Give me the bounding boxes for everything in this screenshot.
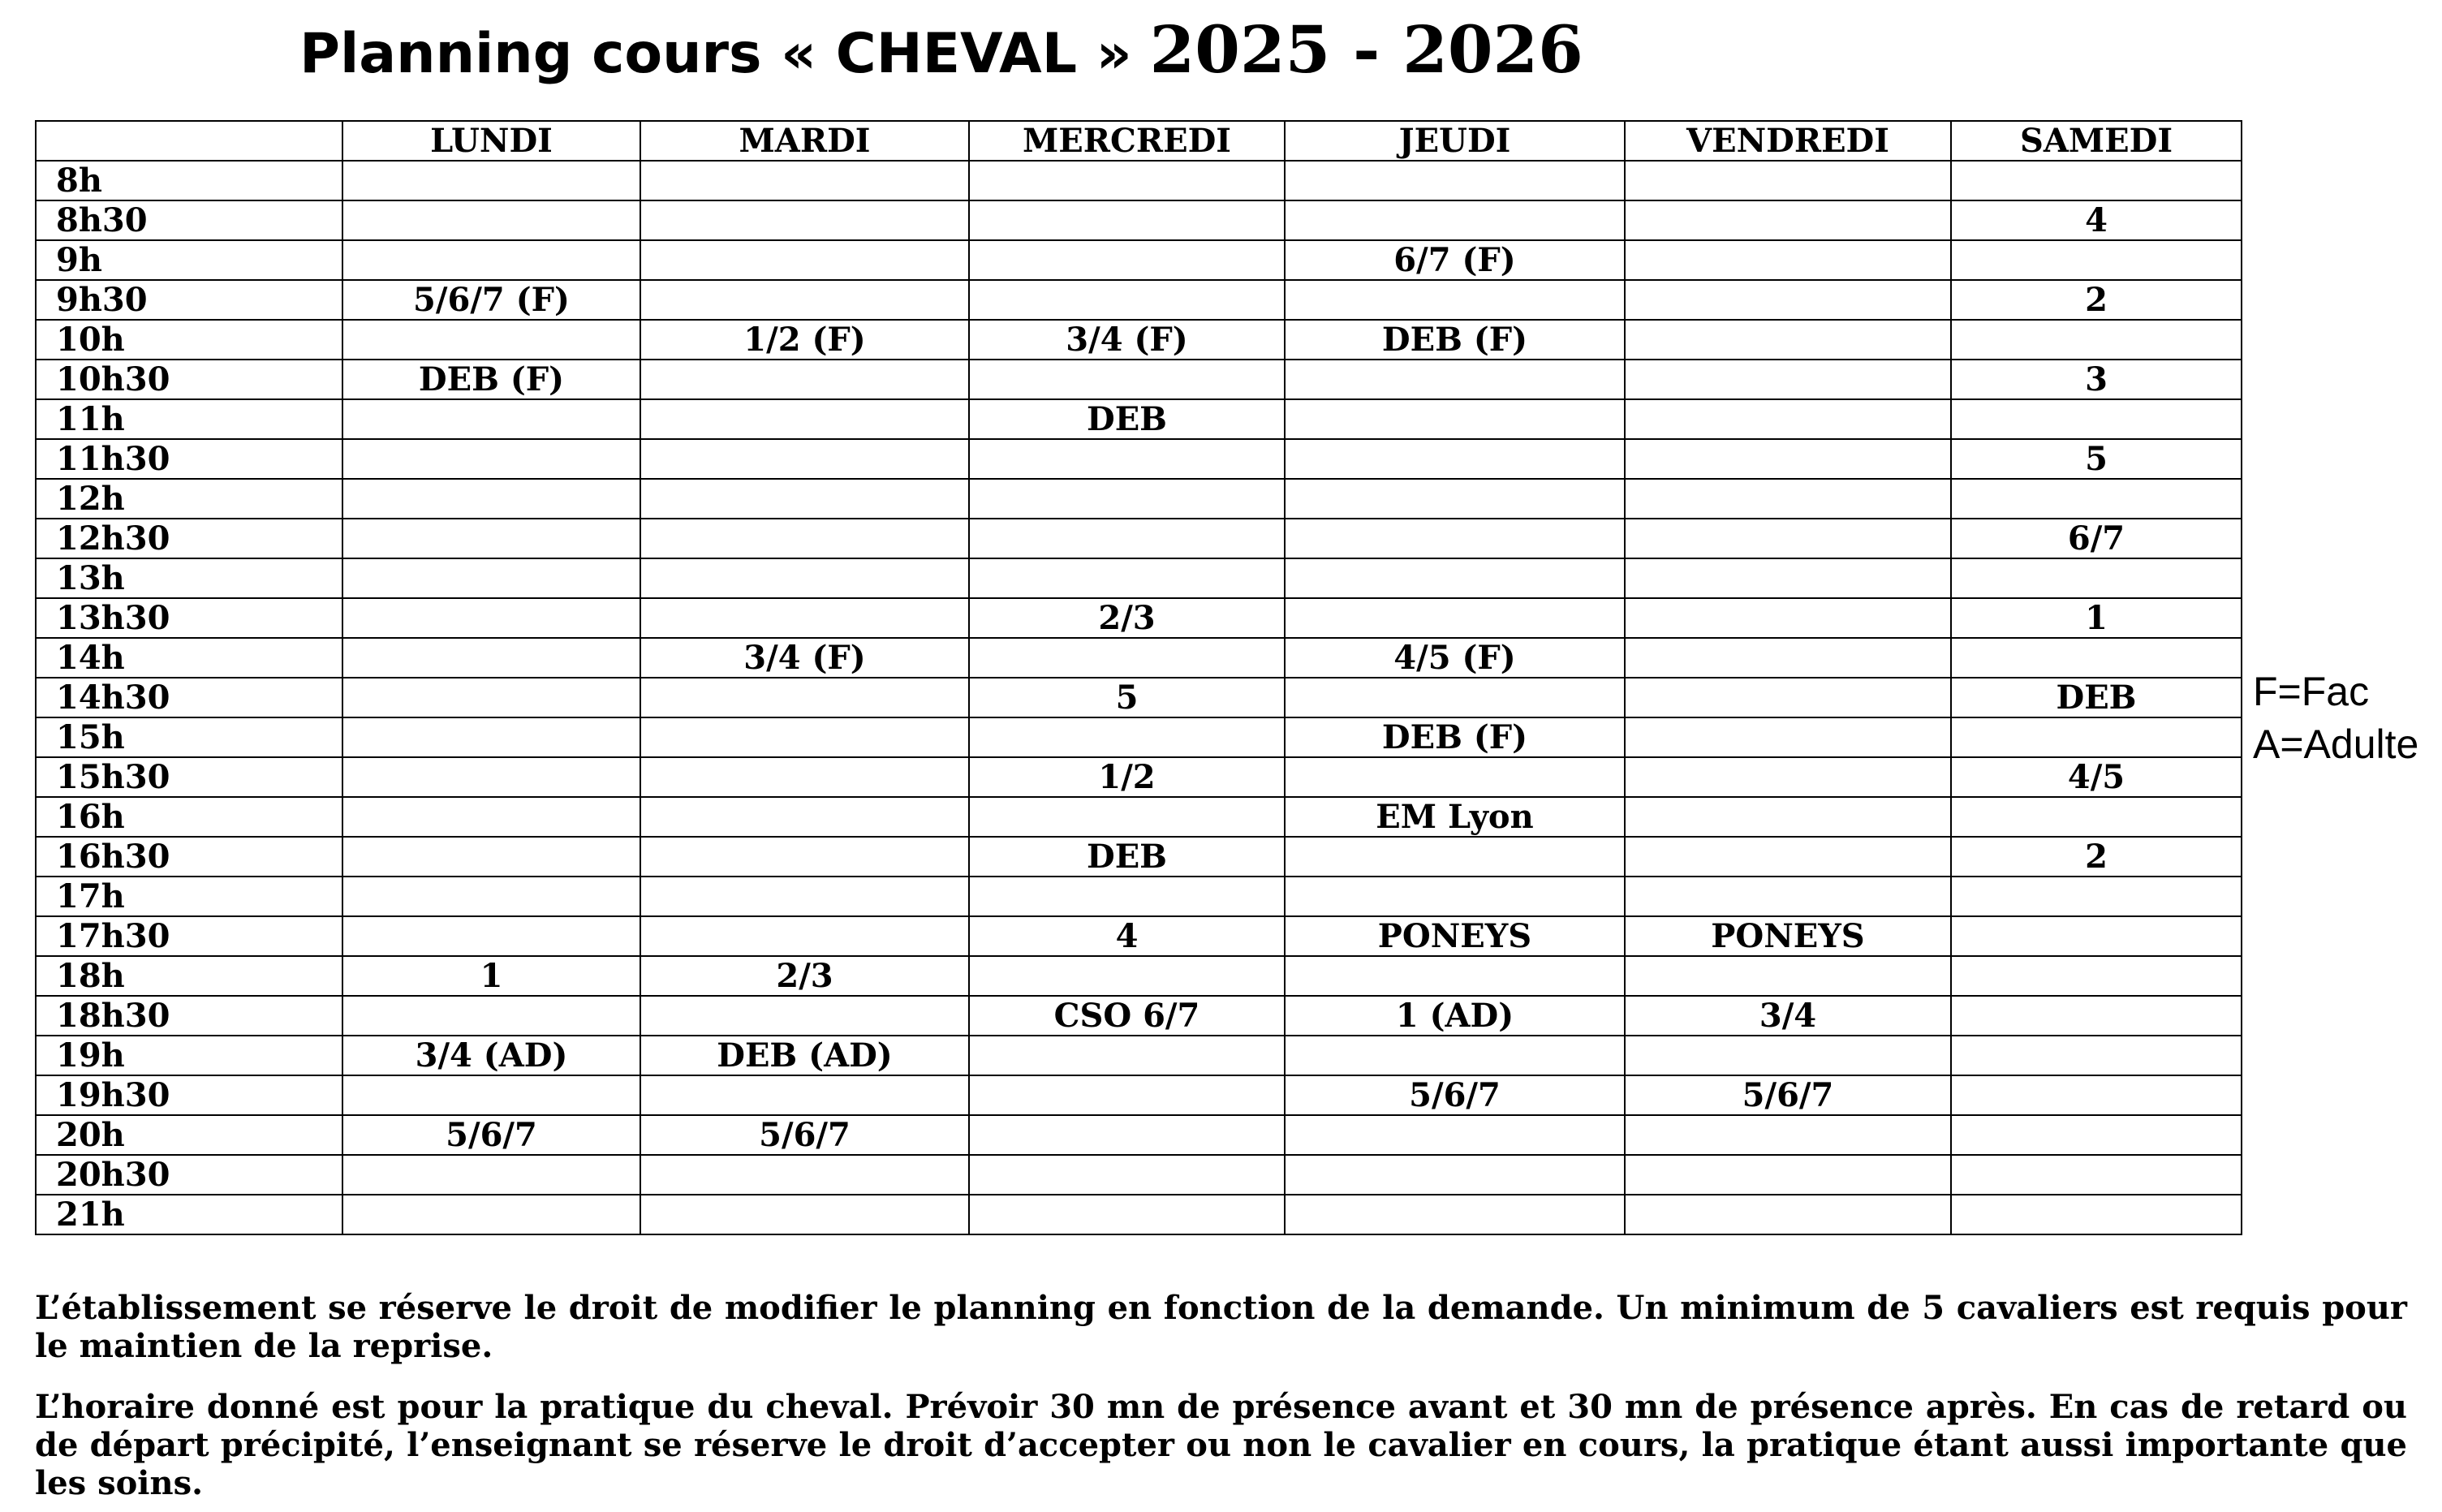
time-label: 8h bbox=[36, 161, 342, 200]
time-label: 9h bbox=[36, 240, 342, 280]
schedule-cell: DEB bbox=[969, 837, 1285, 877]
schedule-cell bbox=[1285, 360, 1625, 399]
time-label: 15h bbox=[36, 717, 342, 757]
schedule-cell bbox=[1285, 598, 1625, 638]
schedule-cell bbox=[640, 1155, 969, 1195]
schedule-table bbox=[35, 120, 2242, 1235]
schedule-cell bbox=[640, 797, 969, 837]
schedule-cell bbox=[342, 161, 640, 200]
schedule-cell bbox=[1625, 1195, 1951, 1234]
schedule-cell: 5 bbox=[969, 678, 1285, 717]
schedule-cell bbox=[342, 1075, 640, 1115]
schedule-cell bbox=[1951, 877, 2242, 916]
schedule-cell bbox=[1285, 200, 1625, 240]
schedule-cell: DEB bbox=[1951, 678, 2242, 717]
schedule-cell bbox=[342, 558, 640, 598]
schedule-cell bbox=[969, 360, 1285, 399]
corner-cell bbox=[36, 121, 342, 161]
schedule-cell: 5/6/7 bbox=[342, 1115, 640, 1155]
table-row bbox=[36, 558, 2242, 598]
schedule-cell bbox=[342, 638, 640, 678]
table-row bbox=[36, 717, 2242, 757]
schedule-cell bbox=[640, 399, 969, 439]
table-row bbox=[36, 1036, 2242, 1075]
schedule-cell bbox=[1625, 439, 1951, 479]
schedule-cell: EM Lyon bbox=[1285, 797, 1625, 837]
table-row bbox=[36, 439, 2242, 479]
schedule-cell bbox=[1625, 161, 1951, 200]
schedule-cell: 3 bbox=[1951, 360, 2242, 399]
schedule-cell: 2/3 bbox=[969, 598, 1285, 638]
schedule-cell bbox=[969, 479, 1285, 519]
schedule-cell: 1 bbox=[342, 956, 640, 996]
schedule-cell bbox=[969, 558, 1285, 598]
schedule-cell bbox=[969, 519, 1285, 558]
schedule-cell bbox=[342, 200, 640, 240]
schedule-cell bbox=[1285, 399, 1625, 439]
schedule-cell bbox=[1951, 558, 2242, 598]
schedule-cell: PONEYS bbox=[1285, 916, 1625, 956]
time-label: 20h bbox=[36, 1115, 342, 1155]
schedule-body bbox=[36, 161, 2242, 1234]
time-label: 21h bbox=[36, 1195, 342, 1234]
schedule-cell bbox=[969, 1036, 1285, 1075]
legend bbox=[2253, 666, 2418, 771]
schedule-cell bbox=[1625, 757, 1951, 797]
schedule-cell bbox=[1285, 956, 1625, 996]
schedule-cell bbox=[969, 1075, 1285, 1115]
title-main: Planning cours « CHEVAL » bbox=[299, 22, 1132, 86]
table-row bbox=[36, 1115, 2242, 1155]
schedule-cell bbox=[1285, 757, 1625, 797]
schedule-cell bbox=[1951, 956, 2242, 996]
schedule-cell bbox=[969, 1115, 1285, 1155]
schedule-cell: 2/3 bbox=[640, 956, 969, 996]
schedule-cell bbox=[969, 717, 1285, 757]
schedule-cell bbox=[640, 916, 969, 956]
schedule-cell bbox=[640, 519, 969, 558]
time-label: 13h30 bbox=[36, 598, 342, 638]
schedule-cell bbox=[969, 877, 1285, 916]
schedule-cell bbox=[1285, 1155, 1625, 1195]
schedule-cell bbox=[1285, 519, 1625, 558]
table-row bbox=[36, 320, 2242, 360]
schedule-cell bbox=[640, 1195, 969, 1234]
schedule-cell bbox=[1951, 320, 2242, 360]
schedule-cell bbox=[1285, 1115, 1625, 1155]
schedule-cell bbox=[640, 360, 969, 399]
table-row bbox=[36, 280, 2242, 320]
schedule-cell bbox=[640, 996, 969, 1036]
time-label: 8h30 bbox=[36, 200, 342, 240]
time-label: 17h bbox=[36, 877, 342, 916]
schedule-cell: 6/7 bbox=[1951, 519, 2242, 558]
schedule-cell bbox=[1625, 877, 1951, 916]
time-label: 17h30 bbox=[36, 916, 342, 956]
schedule-cell: 1 (AD) bbox=[1285, 996, 1625, 1036]
legend-item: A=Adulte bbox=[2253, 722, 2419, 767]
time-label: 15h30 bbox=[36, 757, 342, 797]
schedule-cell: 2 bbox=[1951, 837, 2242, 877]
schedule-cell bbox=[969, 797, 1285, 837]
schedule-cell: DEB (AD) bbox=[640, 1036, 969, 1075]
header-row bbox=[36, 121, 2242, 161]
time-label: 18h30 bbox=[36, 996, 342, 1036]
schedule-cell bbox=[1285, 678, 1625, 717]
table-row bbox=[36, 916, 2242, 956]
schedule-cell bbox=[640, 1075, 969, 1115]
schedule-cell bbox=[640, 280, 969, 320]
time-label: 11h bbox=[36, 399, 342, 439]
schedule-cell bbox=[1285, 161, 1625, 200]
schedule-cell: 5/6/7 bbox=[640, 1115, 969, 1155]
schedule-cell bbox=[342, 797, 640, 837]
time-label: 13h bbox=[36, 558, 342, 598]
schedule-cell bbox=[342, 439, 640, 479]
schedule-cell bbox=[640, 558, 969, 598]
table-row bbox=[36, 638, 2242, 678]
time-label: 16h30 bbox=[36, 837, 342, 877]
table-row bbox=[36, 161, 2242, 200]
schedule-cell bbox=[1625, 638, 1951, 678]
day-header: VENDREDI bbox=[1625, 121, 1951, 161]
note-paragraph: L’horaire donné est pour la pratique du cheval. Prévoir 30 mn de présence avant et 30 mn de présence après. En cas de retard ou de départ précipité, l’enseignant se réserve le droit d’accepter ou non le cavalier en cours, la pratique étant aussi importante que les soins. bbox=[35, 1388, 2407, 1502]
schedule-cell: 6/7 (F) bbox=[1285, 240, 1625, 280]
schedule-cell bbox=[640, 678, 969, 717]
schedule-cell: 5/6/7 bbox=[1625, 1075, 1951, 1115]
schedule-cell: DEB (F) bbox=[342, 360, 640, 399]
schedule-cell bbox=[1951, 161, 2242, 200]
schedule-cell: 4/5 (F) bbox=[1285, 638, 1625, 678]
schedule-cell bbox=[640, 717, 969, 757]
schedule-cell bbox=[342, 916, 640, 956]
schedule-cell bbox=[640, 240, 969, 280]
schedule-cell bbox=[1285, 1195, 1625, 1234]
table-row bbox=[36, 877, 2242, 916]
schedule-cell bbox=[969, 956, 1285, 996]
schedule-cell bbox=[342, 1195, 640, 1234]
schedule-cell bbox=[1625, 797, 1951, 837]
schedule-cell bbox=[1625, 399, 1951, 439]
schedule-cell bbox=[640, 837, 969, 877]
schedule-cell bbox=[1951, 638, 2242, 678]
schedule-cell bbox=[1625, 240, 1951, 280]
schedule-cell bbox=[342, 240, 640, 280]
day-header: SAMEDI bbox=[1951, 121, 2242, 161]
schedule-cell bbox=[1625, 678, 1951, 717]
table-row bbox=[36, 757, 2242, 797]
schedule-cell bbox=[342, 757, 640, 797]
schedule-cell bbox=[640, 200, 969, 240]
table-row bbox=[36, 399, 2242, 439]
schedule-cell bbox=[1951, 1115, 2242, 1155]
note-paragraph: L’établissement se réserve le droit de modifier le planning en fonction de la demande. Un minimum de 5 cavaliers est requis pour le maintien de la reprise. bbox=[35, 1289, 2407, 1365]
schedule-cell bbox=[342, 678, 640, 717]
schedule-cell: 3/4 bbox=[1625, 996, 1951, 1036]
day-header: LUNDI bbox=[342, 121, 640, 161]
schedule-cell: 3/4 (F) bbox=[969, 320, 1285, 360]
schedule-cell bbox=[1951, 479, 2242, 519]
table-row bbox=[36, 598, 2242, 638]
schedule-cell: 4 bbox=[969, 916, 1285, 956]
schedule-cell bbox=[1951, 916, 2242, 956]
schedule-cell bbox=[969, 280, 1285, 320]
schedule-cell bbox=[640, 877, 969, 916]
day-header: MARDI bbox=[640, 121, 969, 161]
time-label: 12h30 bbox=[36, 519, 342, 558]
schedule-cell bbox=[640, 479, 969, 519]
day-header: JEUDI bbox=[1285, 121, 1625, 161]
schedule-cell bbox=[640, 439, 969, 479]
schedule-cell bbox=[1625, 519, 1951, 558]
schedule-cell bbox=[1625, 837, 1951, 877]
schedule-cell bbox=[969, 1155, 1285, 1195]
time-label: 20h30 bbox=[36, 1155, 342, 1195]
time-label: 11h30 bbox=[36, 439, 342, 479]
page-title bbox=[0, 11, 1883, 88]
table-row bbox=[36, 200, 2242, 240]
schedule-cell bbox=[1625, 200, 1951, 240]
schedule-cell: 1 bbox=[1951, 598, 2242, 638]
schedule-cell bbox=[342, 717, 640, 757]
schedule-cell bbox=[1625, 320, 1951, 360]
time-label: 16h bbox=[36, 797, 342, 837]
schedule-cell bbox=[342, 837, 640, 877]
time-label: 10h30 bbox=[36, 360, 342, 399]
schedule-cell bbox=[969, 200, 1285, 240]
schedule-cell bbox=[1285, 837, 1625, 877]
schedule-cell bbox=[342, 877, 640, 916]
time-label: 9h30 bbox=[36, 280, 342, 320]
schedule-cell bbox=[342, 479, 640, 519]
table-row bbox=[36, 1195, 2242, 1234]
schedule-cell: 4 bbox=[1951, 200, 2242, 240]
time-label: 10h bbox=[36, 320, 342, 360]
schedule-cell bbox=[640, 757, 969, 797]
time-label: 19h bbox=[36, 1036, 342, 1075]
schedule-cell bbox=[1625, 598, 1951, 638]
schedule-cell bbox=[1625, 1036, 1951, 1075]
schedule-cell bbox=[1625, 1115, 1951, 1155]
schedule-cell bbox=[1625, 280, 1951, 320]
schedule-cell bbox=[1625, 717, 1951, 757]
schedule-cell bbox=[342, 399, 640, 439]
schedule-cell: CSO 6/7 bbox=[969, 996, 1285, 1036]
schedule-cell bbox=[342, 996, 640, 1036]
table-row bbox=[36, 996, 2242, 1036]
schedule-cell bbox=[342, 598, 640, 638]
table-row bbox=[36, 240, 2242, 280]
schedule-cell bbox=[1285, 280, 1625, 320]
schedule-cell bbox=[969, 240, 1285, 280]
schedule-cell bbox=[342, 1155, 640, 1195]
schedule-cell bbox=[969, 638, 1285, 678]
schedule-cell bbox=[1285, 877, 1625, 916]
title-year: 2025 - 2026 bbox=[1149, 11, 1583, 88]
schedule-cell bbox=[1951, 1075, 2242, 1115]
schedule-cell bbox=[1285, 1036, 1625, 1075]
table-row bbox=[36, 1075, 2242, 1115]
time-label: 12h bbox=[36, 479, 342, 519]
table-row bbox=[36, 797, 2242, 837]
schedule-cell bbox=[969, 161, 1285, 200]
schedule-cell: 5/6/7 bbox=[1285, 1075, 1625, 1115]
schedule-cell bbox=[640, 598, 969, 638]
schedule-cell bbox=[969, 1195, 1285, 1234]
time-label: 18h bbox=[36, 956, 342, 996]
schedule-cell: DEB (F) bbox=[1285, 717, 1625, 757]
schedule-cell bbox=[1951, 1195, 2242, 1234]
schedule-cell: 5 bbox=[1951, 439, 2242, 479]
schedule-cell: 2 bbox=[1951, 280, 2242, 320]
table-row bbox=[36, 1155, 2242, 1195]
time-label: 14h30 bbox=[36, 678, 342, 717]
schedule-cell: 5/6/7 (F) bbox=[342, 280, 640, 320]
day-header: MERCREDI bbox=[969, 121, 1285, 161]
legend-item: F=Fac bbox=[2253, 669, 2370, 714]
schedule-cell bbox=[1951, 996, 2242, 1036]
schedule-cell bbox=[1625, 558, 1951, 598]
schedule-cell bbox=[1951, 717, 2242, 757]
time-label: 14h bbox=[36, 638, 342, 678]
schedule-cell bbox=[1625, 956, 1951, 996]
schedule-cell bbox=[1625, 479, 1951, 519]
schedule-cell bbox=[1951, 797, 2242, 837]
schedule-cell: DEB (F) bbox=[1285, 320, 1625, 360]
schedule-cell: 1/2 (F) bbox=[640, 320, 969, 360]
table-row bbox=[36, 837, 2242, 877]
schedule-cell bbox=[342, 320, 640, 360]
schedule-cell: DEB bbox=[969, 399, 1285, 439]
schedule-cell bbox=[1951, 1036, 2242, 1075]
schedule-cell: 3/4 (AD) bbox=[342, 1036, 640, 1075]
schedule-cell bbox=[1951, 399, 2242, 439]
schedule-cell: PONEYS bbox=[1625, 916, 1951, 956]
table-row bbox=[36, 956, 2242, 996]
schedule-cell: 4/5 bbox=[1951, 757, 2242, 797]
table-row bbox=[36, 519, 2242, 558]
schedule-cell: 3/4 (F) bbox=[640, 638, 969, 678]
table-row bbox=[36, 479, 2242, 519]
schedule-cell bbox=[1625, 360, 1951, 399]
schedule-cell bbox=[1951, 240, 2242, 280]
schedule-cell bbox=[342, 519, 640, 558]
schedule-cell bbox=[1285, 439, 1625, 479]
schedule-cell bbox=[1285, 558, 1625, 598]
table-row bbox=[36, 360, 2242, 399]
schedule-cell bbox=[1625, 1155, 1951, 1195]
time-label: 19h30 bbox=[36, 1075, 342, 1115]
schedule-cell bbox=[640, 161, 969, 200]
schedule-cell bbox=[1951, 1155, 2242, 1195]
schedule-cell: 1/2 bbox=[969, 757, 1285, 797]
schedule-cell bbox=[1285, 479, 1625, 519]
schedule-cell bbox=[969, 439, 1285, 479]
table-row bbox=[36, 678, 2242, 717]
